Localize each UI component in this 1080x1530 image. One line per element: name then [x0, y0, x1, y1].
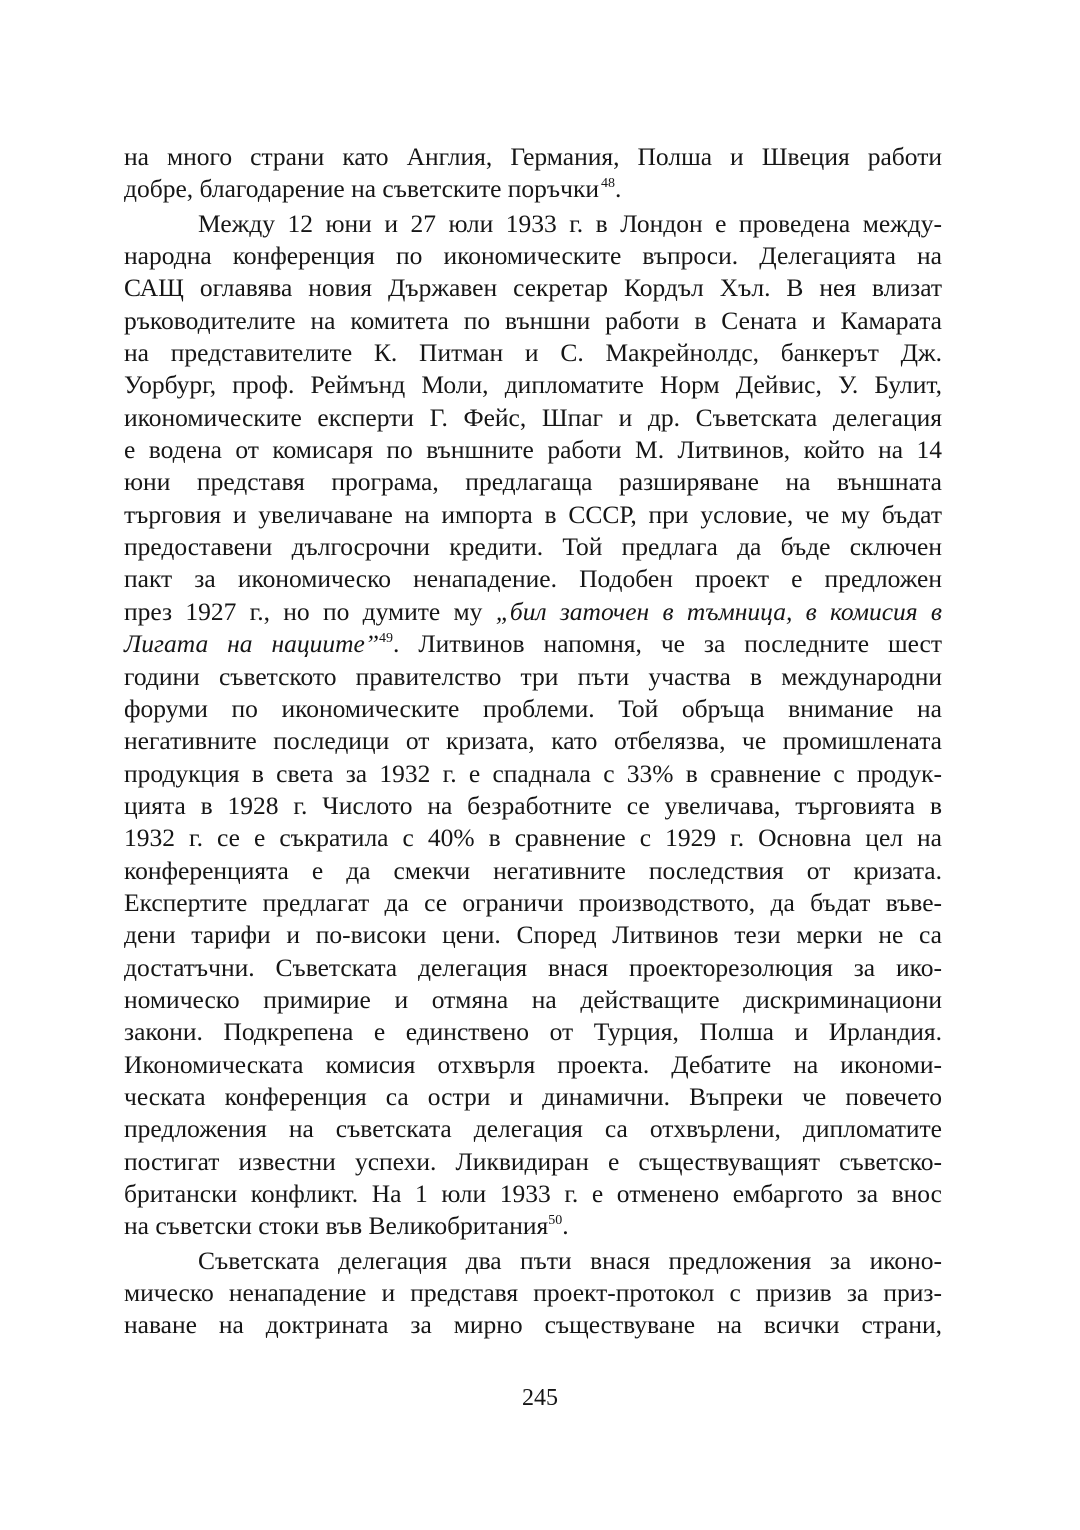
text-line: години съветското правителство три пъти участва в международни [124, 661, 942, 691]
text-line: ческата конференция са остри и динамични. Въпреки че повечето [124, 1081, 942, 1111]
text-line: Уорбург, проф. Реймънд Моли, дипломатите Норм Дейвис, У. Булит, [124, 370, 942, 400]
text-line: наване на доктрината за мирно съществуване на всички страни, [124, 1310, 942, 1340]
paragraph [124, 208, 942, 1243]
text-line: търговия и увеличаване на импорта в СССР, при условие, че му бъдат [124, 499, 942, 529]
text-line: британски конфликт. На 1 юли 1933 г. е отменено ембаргото за внос [124, 1179, 942, 1208]
text-line: 1932 г. се е съкратила с 40% в сравнение с 1929 г. Основна цел на [124, 823, 942, 853]
text-line: Между 12 юни и 27 юли 1933 г. в Лондон е проведена между- [198, 208, 942, 238]
text-line: цията в 1928 г. Числото на безработните се увеличава, търговията в [124, 790, 942, 820]
text-line: Експертите предлагат да се ограничи производството, да бъдат въве- [124, 887, 942, 917]
paragraph [124, 1245, 942, 1342]
text-line: негативните последици от кризата, като отбелязва, че промишлената [124, 726, 942, 756]
text-line: пакт за икономическо ненападение. Подобен проект е предложен [124, 564, 942, 594]
text-line: дени тарифи и по-високи цени. Според Литвинов тези мерки не са [124, 920, 942, 950]
text-line: форуми по икономическите проблеми. Той обръща внимание на [124, 693, 942, 723]
text-line: на много страни като Англия, Германия, Полша и Швеция работи [124, 142, 942, 171]
footnote-ref-50[interactable]: 50 [548, 1213, 563, 1229]
text-line: Икономическата комисия отхвърля проекта. Дебатите на икономи- [124, 1049, 942, 1079]
text-line: постигат известни успехи. Ликвидиран е съществуващият съветско- [124, 1146, 942, 1176]
text-line: конференцията е да смекчи негативните последствия от кризата. [124, 855, 942, 885]
text-line: мическо ненападение и представя проект-протокол с призив за приз- [124, 1278, 942, 1308]
text-line: през 1927 г., но по думите му „бил заточен в тъмница, в комисия в [124, 596, 942, 626]
text-line: добре, благодарение на съветските поръчки $^{48}$. [124, 174, 622, 204]
text-line: е водена от комисаря по външните работи М. Литвинов, който на 14 [124, 435, 942, 465]
footnote-ref-48[interactable]: 48 [600, 176, 615, 192]
text-line: САЩ оглавява новия Държавен секретар Кордъл Хъл. В нея влизат [124, 273, 942, 303]
paragraph [124, 141, 942, 206]
text-line: продукция в света за 1932 г. е спаднала с 33% в сравнение с продук- [124, 758, 942, 788]
text-line: ръководителите на комитета по външни работи в Сената и Камарата [124, 305, 942, 335]
body-text [124, 141, 942, 1342]
text-line: икономическите експерти Г. Фейс, Шпаг и др. Съветската делегация [124, 402, 942, 432]
text-line: достатъчни. Съветската делегация внася проекторезолюция за ико- [124, 952, 942, 982]
text-line: юни представя програма, предлагаща разширяване на външната [124, 467, 942, 497]
page-number: 245 [522, 1385, 558, 1411]
text-line: народна конференция по икономическите въпроси. Делегацията на [124, 241, 942, 271]
text-line: Лигата на нациите”$^{49}$. Литвинов напомня, че за последните шест [124, 629, 942, 659]
text-line: на съветски стоки във Великобритания$^{50}$. [124, 1211, 569, 1241]
text-line: на представителите К. Питман и С. Макрейнолдс, банкерът Дж. [124, 338, 942, 368]
text-line: предоставени дългосрочни кредити. Той предлага да бъде сключен [124, 532, 942, 562]
text-line: Съветската делегация два пъти внася предложения за иконо- [198, 1245, 942, 1275]
text-line: номическо примирие и отмяна на действащите дискриминациони [124, 984, 942, 1014]
text-line: закони. Подкрепена е единствено от Турция, Полша и Ирландия. [124, 1017, 942, 1047]
footnote-ref-49[interactable]: 49 [379, 631, 394, 647]
text-line: предложения на съветската делегация са отхвърлени, дипломатите [124, 1114, 942, 1144]
